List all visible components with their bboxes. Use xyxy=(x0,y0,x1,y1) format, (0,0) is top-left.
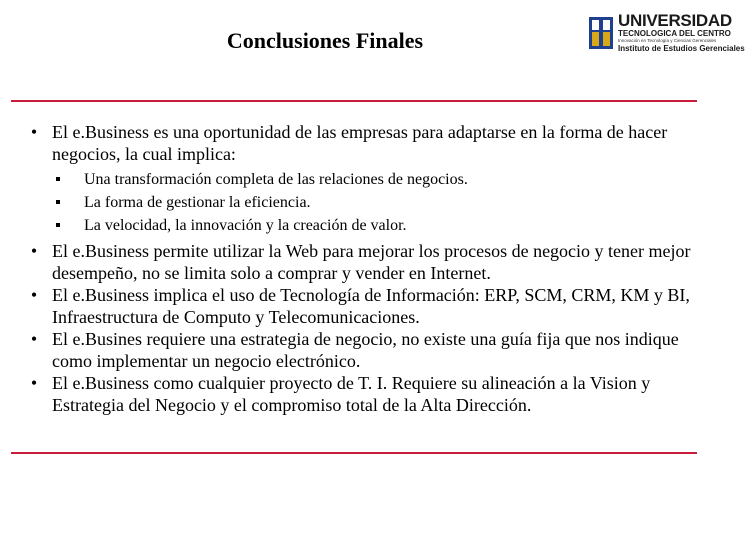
sub-bullet-item xyxy=(26,191,696,214)
bullet-dot: • xyxy=(30,122,38,142)
top-divider xyxy=(11,100,697,102)
logo-institute-text: Instituto de Estudios Gerenciales xyxy=(618,44,745,53)
logo-slogan-text: Innovación en Tecnología y Ciencias Gerenciales xyxy=(618,38,717,43)
logo-tecnologica-text: TECNOLOGICA DEL CENTRO xyxy=(618,29,731,38)
bullet-list xyxy=(26,121,696,416)
bullet-item xyxy=(26,372,696,416)
sub-bullet-square xyxy=(56,200,60,204)
bullet-text: El e.Business permite utilizar la Web para mejorar los procesos de negocio y tener mejor desempeño, no se limita solo a comprar y vender en Internet. xyxy=(52,241,691,283)
bullet-dot: • xyxy=(30,329,38,349)
bullet-item xyxy=(26,284,696,328)
bullet-dot: • xyxy=(30,285,38,305)
sub-bullet-list xyxy=(26,168,696,237)
sub-bullet-square xyxy=(56,177,60,181)
bullet-dot: • xyxy=(30,241,38,261)
bullet-text: El e.Business implica el uso de Tecnología de Información: ERP, SCM, CRM, KM y BI, Infraestructura de Computo y Telecomunicaciones. xyxy=(52,285,690,327)
slide-title: Conclusiones Finales xyxy=(226,28,424,53)
sub-bullet-text: Una transformación completa de las relaciones de negocios. xyxy=(84,171,468,188)
bullet-item xyxy=(26,121,696,165)
logo-university-text: UNIVERSIDAD xyxy=(618,11,732,30)
sub-bullet-text: La velocidad, la innovación y la creación de valor. xyxy=(84,217,407,234)
bullet-text: El e.Business como cualquier proyecto de T. I. Requiere su alineación a la Vision y Estrategia del Negocio y el compromiso total de la Alta Dirección. xyxy=(52,373,651,415)
bullet-dot: • xyxy=(30,373,38,393)
sub-bullet-item xyxy=(26,214,696,237)
sub-bullet-text: La forma de gestionar la eficiencia. xyxy=(84,194,311,211)
bullet-item xyxy=(26,328,696,372)
university-shield-icon xyxy=(588,16,614,50)
bullet-text: El e.Business es una oportunidad de las empresas para adaptarse en la forma de hacer negocios, la cual implica: xyxy=(52,122,668,164)
university-logo xyxy=(588,11,745,62)
sub-bullet-square xyxy=(56,223,60,227)
sub-bullet-item xyxy=(26,168,696,191)
bullet-item xyxy=(26,240,696,284)
bullet-text: El e.Busines requiere una estrategia de negocio, no existe una guía fija que nos indique como implementar un negocio electrónico. xyxy=(52,329,679,371)
bottom-divider xyxy=(11,452,697,454)
